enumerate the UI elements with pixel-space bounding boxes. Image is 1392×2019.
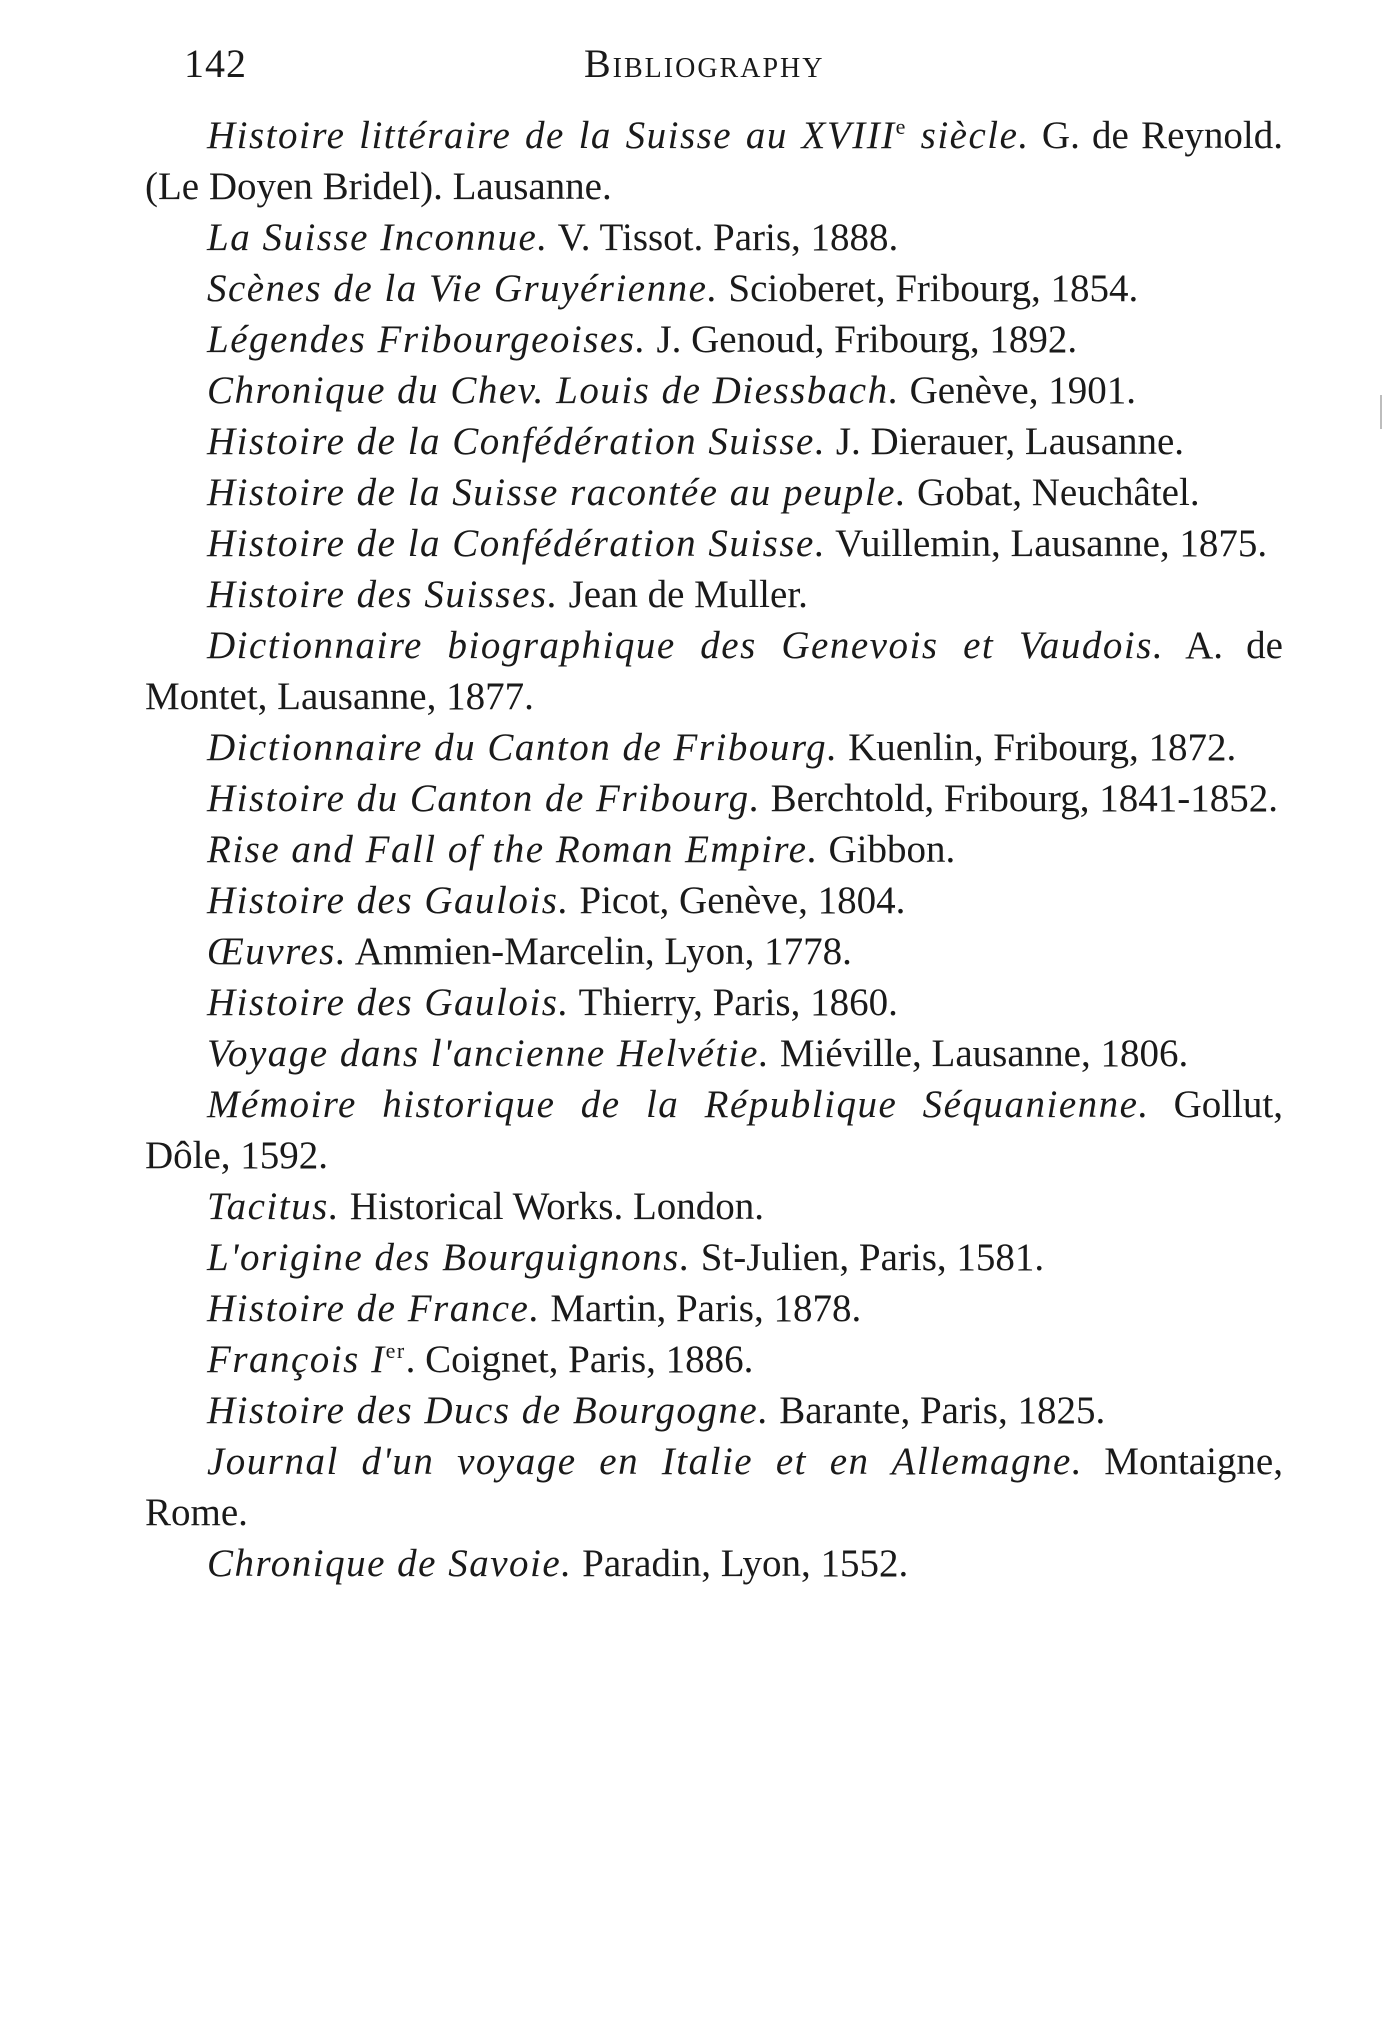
bibliography-entry xyxy=(145,1385,1283,1436)
entry-title-text: Histoire de la Confédération Suisse. xyxy=(207,522,827,565)
page-number: 142 xyxy=(184,41,247,86)
entry-title-text: La Suisse Inconnue. xyxy=(207,216,549,259)
entry-title-text: Tacitus. xyxy=(207,1185,341,1228)
bibliography-entry xyxy=(145,314,1283,365)
entry-publication: . Coignet, Paris, 1886. xyxy=(405,1338,754,1381)
margin-mark xyxy=(1380,395,1382,429)
bibliography-entry xyxy=(145,824,1283,875)
entry-publication: A. de Montet, Lausanne, 1877. xyxy=(145,624,1283,718)
entry-title xyxy=(207,522,826,565)
entry-title xyxy=(207,624,1164,667)
entry-title-text: Scènes de la Vie Gruyérienne. xyxy=(207,267,719,310)
entry-publication: Ammien-Marcelin, Lyon, 1778. xyxy=(347,930,852,973)
entry-title xyxy=(207,930,347,973)
bibliography-entry xyxy=(145,875,1283,926)
entry-title xyxy=(207,267,719,310)
bibliography-entry xyxy=(145,416,1283,467)
entry-title-text: Histoire de France. xyxy=(207,1287,541,1330)
bibliography-entry xyxy=(145,620,1283,722)
running-head xyxy=(184,40,1284,100)
entry-title-text: Histoire des Ducs de Bourgogne. xyxy=(207,1389,770,1432)
bibliography-entry xyxy=(145,1334,1283,1385)
entry-title-text: Chronique de Savoie. xyxy=(207,1542,573,1585)
entry-title-superscript: e xyxy=(895,114,907,139)
entry-title xyxy=(207,471,907,514)
entry-title-text: L'origine des Bourguignons. xyxy=(207,1236,691,1279)
bibliography-entry xyxy=(145,569,1283,620)
entry-title-text: Histoire de la Suisse racontée au peuple. xyxy=(207,471,908,514)
entry-title xyxy=(207,318,647,361)
entry-title xyxy=(207,216,549,259)
entry-title-text: Mémoire historique de la République Séquanienne. xyxy=(207,1083,1150,1126)
bibliography-entry xyxy=(145,977,1283,1028)
bibliography-entry xyxy=(145,518,1283,569)
bibliography-entry xyxy=(145,467,1283,518)
entry-title xyxy=(207,1083,1150,1126)
bibliography-entry xyxy=(145,365,1283,416)
entry-publication: J. Genoud, Fribourg, 1892. xyxy=(646,318,1078,361)
entry-publication: Gobat, Neuchâtel. xyxy=(907,471,1200,514)
entry-title-text: Histoire du Canton de Fribourg. xyxy=(207,777,761,820)
entry-title-text: Journal d'un voyage en Italie et en Allemagne. xyxy=(207,1440,1084,1483)
bibliography-entry xyxy=(145,1436,1283,1538)
bibliography-entry xyxy=(145,1538,1283,1589)
bibliography-entry xyxy=(145,1079,1283,1181)
entry-title-tail: siècle. xyxy=(906,114,1030,157)
entry-publication: Gollut, Dôle, 1592. xyxy=(145,1083,1283,1177)
entry-publication: Thierry, Paris, 1860. xyxy=(569,981,898,1024)
entry-title-text: Légendes Fribourgeoises. xyxy=(207,318,647,361)
entry-publication: J. Dierauer, Lausanne. xyxy=(826,420,1185,463)
entry-title-text: Dictionnaire du Canton de Fribourg. xyxy=(207,726,839,769)
entry-title xyxy=(207,1287,541,1330)
entry-title-text: Histoire de la Confédération Suisse. xyxy=(207,420,827,463)
entry-title xyxy=(207,726,838,769)
entry-publication: Kuenlin, Fribourg, 1872. xyxy=(838,726,1237,769)
entry-publication: Vuillemin, Lausanne, 1875. xyxy=(826,522,1268,565)
entry-publication: Gibbon. xyxy=(818,828,956,871)
bibliography-entry xyxy=(145,1181,1283,1232)
entry-publication: St-Julien, Paris, 1581. xyxy=(691,1236,1045,1279)
bibliography-entry xyxy=(145,926,1283,977)
entry-title-text: Histoire des Gaulois. xyxy=(207,879,570,922)
entry-title-superscript: er xyxy=(385,1338,406,1363)
entry-title xyxy=(207,1389,769,1432)
bibliography-list xyxy=(145,110,1283,1589)
entry-title-text: François I xyxy=(207,1338,386,1381)
entry-title xyxy=(207,981,570,1024)
entry-title xyxy=(207,1032,770,1075)
entry-publication: Montaigne, Rome. xyxy=(145,1440,1283,1534)
entry-title xyxy=(207,369,900,412)
bibliography-entry xyxy=(145,212,1283,263)
bibliography-entry xyxy=(145,263,1283,314)
entry-title-text: Chronique du Chev. Louis de Diessbach. xyxy=(207,369,900,412)
entry-title xyxy=(207,573,559,616)
entry-title xyxy=(207,777,761,820)
entry-title xyxy=(207,420,826,463)
entry-publication: Historical Works. London. xyxy=(340,1185,765,1228)
entry-title-text: Histoire littéraire de la Suisse au XVIII xyxy=(207,114,896,157)
entry-title-text: Œuvres. xyxy=(207,930,348,973)
bibliography-entry xyxy=(145,722,1283,773)
entry-publication: Genève, 1901. xyxy=(899,369,1136,412)
entry-title xyxy=(207,114,1030,157)
bibliography-entry xyxy=(145,1283,1283,1334)
entry-title xyxy=(207,1185,340,1228)
entry-publication: Martin, Paris, 1878. xyxy=(540,1287,862,1330)
entry-publication: Scioberet, Fribourg, 1854. xyxy=(718,267,1139,310)
entry-publication: Miéville, Lausanne, 1806. xyxy=(770,1032,1189,1075)
bibliography-entry xyxy=(145,110,1283,212)
entry-title xyxy=(207,879,570,922)
entry-title-text: Histoire des Gaulois. xyxy=(207,981,570,1024)
bibliography-entry xyxy=(145,773,1283,824)
entry-publication: G. de Reynold. (Le Doyen Bridel). Lausanne. xyxy=(145,114,1283,208)
entry-publication: Berchtold, Fribourg, 1841-1852. xyxy=(760,777,1278,820)
entry-title xyxy=(207,1542,572,1585)
entry-publication: Barante, Paris, 1825. xyxy=(769,1389,1106,1432)
entry-title-text: Rise and Fall of the Roman Empire. xyxy=(207,828,819,871)
running-title: Bibliography xyxy=(584,41,825,86)
entry-publication: V. Tissot. Paris, 1888. xyxy=(548,216,899,259)
entry-title-text: Voyage dans l'ancienne Helvétie. xyxy=(207,1032,771,1075)
entry-publication: Paradin, Lyon, 1552. xyxy=(572,1542,909,1585)
entry-publication: Picot, Genève, 1804. xyxy=(569,879,906,922)
entry-title-text: Histoire des Suisses. xyxy=(207,573,559,616)
bibliography-entry xyxy=(145,1232,1283,1283)
entry-title xyxy=(207,1338,406,1381)
entry-title xyxy=(207,828,819,871)
bibliography-entry xyxy=(145,1028,1283,1079)
entry-title-text: Dictionnaire biographique des Genevois et Vaudois. xyxy=(207,624,1165,667)
entry-title xyxy=(207,1440,1083,1483)
entry-title xyxy=(207,1236,691,1279)
entry-publication: Jean de Muller. xyxy=(558,573,808,616)
